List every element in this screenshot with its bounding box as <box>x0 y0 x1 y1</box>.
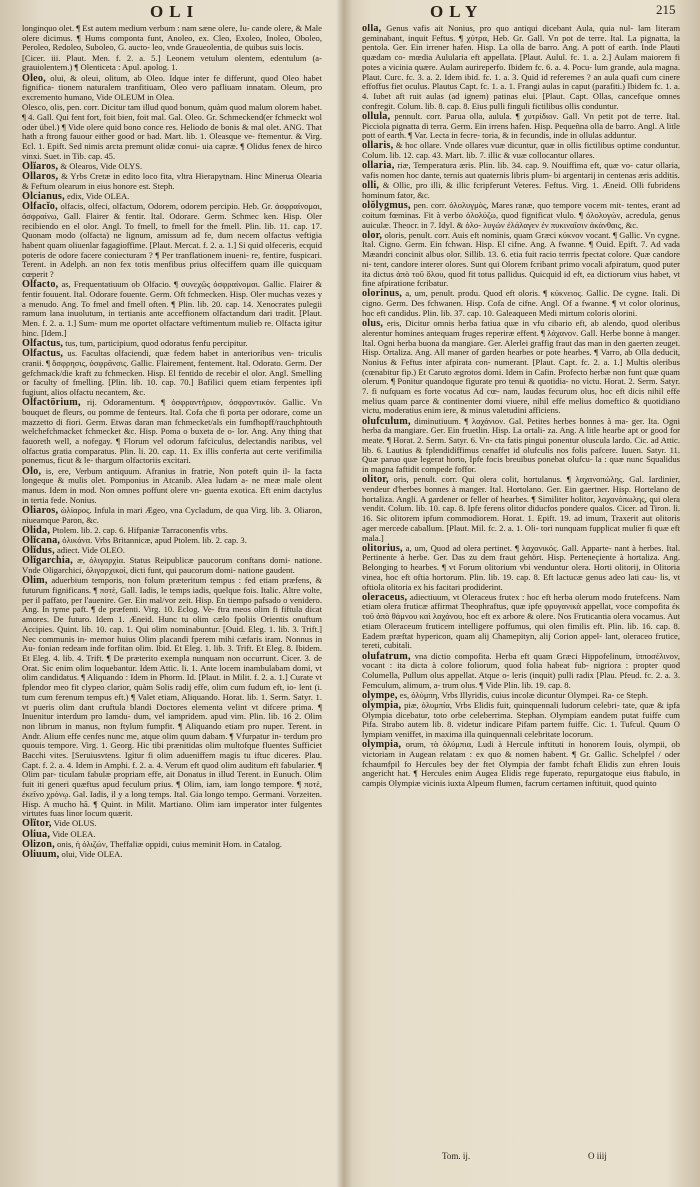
running-head-right: OLY <box>430 2 484 21</box>
signature-mark: O iiij <box>588 1151 607 1161</box>
dictionary-entry <box>22 576 322 819</box>
entry-headword: Olizon, <box>22 838 55 850</box>
entry-text: Olesco, olis, pen. corr. Dicitur tam illud quod bonum, quàm quod malum olorem habet. ¶ 4. Gall. Qui fent fort, foit bien, foit mal. Gal. Oleo. Gr. Schmeckend(er fchmeckt wol oder übel.) ¶ Vide olere quid bono conce res. Heliodo de bonis & mal olet. ANG. That hath a ftrong fauour either good or bad. Mart. lib. 1. Oleasque ve- ftementur. & Virg. Ecl. 1. Epift. Sed nimis arcta premunt olidæ conui- uia capræ. ¶ Olidus fenex de hirco vinxi. Suet. in Tib. cap. 45. <box>22 102 322 161</box>
entry-text: riæ, Temperatura æris. Plin. lib. 34. cap. 9. Nouiffima eft, quæ vo- catur ollaria, vafis nomen hoc dante, ternis aut quaternis libris plum- bi argentarij in centenas æris additis. <box>362 160 680 181</box>
dictionary-entry <box>362 289 680 318</box>
entry-headword: Olfacĭo, <box>22 201 58 213</box>
entry-text: piæ, ὀλυμπία, Vrbs Elidis fuit, quinquennali ludorum celebri- tate, quæ & ipfa Olympia dicebatur, toto orbe celeberrima. Stephan. Olympiam eandem putat fuiffe cum Pifa. Strabo autem lib. 8. videtur indicare Pifam partem fuiffe. Cic. 1. Tufcul. Quum O lympiam veniffet, in maxima illa quinquennali celebritate locorum. <box>362 700 680 740</box>
right-column <box>362 24 680 1139</box>
entry-text: longinquo olet. ¶ Est autem medium verbum : nam sæne olere, Iu- cande olere, & Male olere dicimus. ¶ Hums componta funt, Anoleo, ex. Cleo, Exoleo, Inoleo, Oboleo, Peroleo, Redoleo, Suboleo, G. aucto- leo, vnde Graueolentia, de quibus suis locis. <box>22 24 322 53</box>
entry-headword: olympe, <box>362 689 398 701</box>
entry-text: & Yrbs Cretæ in edito loco fita, vltra Hierapytnam. Hinc Minerua Olearia & Feftum olearum in eius honore est. Steph. <box>22 171 322 191</box>
dictionary-entry <box>22 103 322 161</box>
entry-headword: Olfactus, <box>22 338 64 349</box>
dictionary-entry <box>22 172 322 191</box>
entry-text: a, um, penult. produ. Quod eft oloris. ¶ κύκνειος. Gallic. De cygne. Itali. Di cigno. Germ. Des fchwanen. Hisp. Cofa de cifne. Angl. Of a fwanne. ¶ vt color olorinus, hoc eft candidus. Plin. lib. 37. cap. 10. Galeaqueen Medi mirtum coloris olorini. <box>362 288 680 318</box>
entry-headword: Olo, <box>22 465 42 477</box>
entry-text: ὀλικάνα. Vrbs Britannicæ, apud Ptolem. lib. 2. cap. 3. <box>62 535 247 546</box>
dictionary-entry <box>362 740 680 789</box>
entry-headword: olympia, <box>362 700 402 712</box>
entry-text: orum, τὰ ὀλύμπια, Ludi à Hercule inftituti in honorem Iouis, olympii, ob victoriam in Augean relatam : ex quo & nomen habent. ¶ Gr. Gallic. Schelpfel / oder fchaumfpil fo Hercules bey der ftet Olympia der fambt fchaft Elidis zun ehren Iouis angericht hat. ¶ Hercules enim Augea Elidis rege fuperato, repurgatoque eius ftabulo, in campis Olympiæ vicinis iuxta Alpeum flumen, facrum certamen inftituit, quod quinto <box>362 739 680 789</box>
entry-headword: olŏlygmus, <box>362 200 411 212</box>
book-gutter <box>336 0 352 1187</box>
dictionary-entry <box>22 398 322 466</box>
entry-text: is, ere, Verbum antiquum. Afranius in fratrie, Non poteft quin il- la facta longeque & mulis olet. Pomponius in Atcanib. Alea ludam a- ne meæ male olent manus. Idem in mod. Non omnes poffunt olere vn- guenta exotica. Eft enim dactylus in tertia fede. Nonius. <box>22 465 322 505</box>
entry-headword: olorinus, <box>362 288 403 300</box>
entry-text: oris, penult. corr. Qui olera colit, hortulanus. ¶ λαχανοπώλης. Gal. Iardinier, vendeur d'herbes bonnes à manger. Ital. Hortolano. Ger. Ein gaertner. Hisp. Hortelano de hortaliza. Angli. A gardener or feller of hearbes. ¶ Similiter holitor, λαχανόπωλης, qui olera vendit. Colum. lib. 10. cap. 8. Ipfe ferens olitor diducfos pondere qualos. Cicer. ad Tiron. li. 16. Sic olitorem ipfum commodiorem. Horat. 1. Epift. 19. ad imum, Traxerit aut olitoris ager mercede caballum. [Plaut. Mil. fc. 2. a. 1. Oli- tori nunquam fupplicat mulier fi quæ eft mala.] <box>362 474 680 543</box>
entry-text: & Ollic, pro illi, & illic fcripferunt Veteres. Feftus. Virg. 1. Æneid. Olli fubridens hominum fator, &c. <box>362 180 680 200</box>
dictionary-entry <box>362 231 680 289</box>
entry-headword: Oliua, <box>22 828 51 840</box>
entry-text: Genus vafis ait Nonius, pro quo antiqui dicebant Aula, quia nul- lam literam geminabant, inquit Feftus. ¶ χύτρα, Heb. Gr. Gall. Vn pot de terre. Ital. La pignatta, la pentola. Ger. Ein irrener hafen. Hisp. La olla de barro. Ang. A pott of earth. Inde Plauti quædam co- mœdia Aulularia eft appellata. [Plaut. Aulul. fc. 1. a. 2.] Aulam maiorem fi potes a vicinia quære. Aulam aurireperfo. Ibidem fc. 6. a. 4. Pocu- lum grande, aula magna. Plaut. Curc. fc. 3. a. 2. Idem ibid. fc. 1. a. 3. Quid id referemes ? an aula quafi cum cinere effoffus fiet oculus. Plautus Capt. fc. 1. a. 1. Frangi aulas in caput (parafiti.) Ibidem fc. 1. a. 4. Iubet aft ruit aulas (ad ignem) patinas elui. [Plaut. Capt. Ollas, cancefque omnes confregit. Colum. lib. 8. cap. 8. Eius pulli finguli fictilibus ollis conduntur. <box>362 24 680 111</box>
dictionary-entry <box>362 701 680 740</box>
entry-text: a, um, Quod ad olera pertinet. ¶ λαχανικός. Gall. Apparte- nant à herbes. Ital. Pertinente à herbe. Ger. Das zu dem fraut gehört. Hisp. Perteneçiente à hortaliza. Ang. Belonging to hearbes. ¶ vt Forum olitorium vbi venduntur olera. Horti olitorij, in Olitoria vinea, hoc eft oftia hortorum. Plin. lib. 19. cap. 8. Eft lactucæ genus adeo lati cau- lis, vt oftiola olitoria ex his facitari prodiderint. <box>362 542 680 592</box>
entry-text: æ, ὀλιγαρχία. Status Reipublicæ paucorum conftans domi- natione. Vnde Oligarchici, ὀλιγαρχικοὶ, dicti funt, qui paucorum domi- natione gaudent. <box>22 555 322 576</box>
entry-headword: Olida, <box>22 524 51 536</box>
dictionary-entry <box>22 24 322 53</box>
entry-text: pennult. corr. Parua olla, aulula. ¶ χυτρίδιον. Gall. Vn petit pot de terre. Ital. Picciola pignatta di terra. Germ. Ein irrens hafen. Hisp. Pequeñna olla de barro. Angl. A litle pott of earth. ¶ Var. Lecta in fecre- toria, & in fecundis, inde in ollulas adduntur. <box>362 110 680 141</box>
entry-headword: Olĭtor, <box>22 818 52 830</box>
dictionary-entry <box>362 141 680 160</box>
volume-label: Tom. ij. <box>442 1151 471 1161</box>
dictionary-entry <box>362 475 680 543</box>
entry-headword: olor, <box>362 229 383 241</box>
entry-text: & hoc ollare. Vnde ollares vuæ dicuntur, quæ in ollis fictilibus optime conduntur. Colum. lib. 12. cap. 43. Mart. lib. 7. illic & vuæ collocantur ollares. <box>362 140 680 161</box>
dictionary-entry <box>22 506 322 525</box>
entry-text: ὠλίαρος. Infula in mari Ægeo, vna Cycladum, de qua Virg. lib. 3. Oliaron, niueamque Paron, &c. <box>22 504 322 525</box>
entry-text: eris, Dicitur omnis herba fatiua quæ in vfu cibario eft, ab alendo, quod oleribus alerentur homines antequam fruges reperiræ effent. ¶ λάχανον. Gall. Herbe bonne à manger. Ital. Ogni herba buona da mangiare. Ger. Alerlei graffig fraut das man in den gaerten zeuget. Hisp. Ortaliza. Ang. All maner of garden hearbes or pote hearbes. ¶ Varro, ab Olla deducit, Nonius & Feftus inter afpirata con- numerant. [Plaut. Capt. fc. 2. a. 1.] Multis oleribus (cœnabitur fip.) Et Caruto ægrotos domi. Idem in Cafin. Profecto herbæ non funt quæ quam olerum. ¶ Ponitur quandoque figurate pro tenui & quotidia- no victu. Horat. 2. Serm. Satyr. 7. fi nufquam es forte vocatus Ad cœ- nam, laudas fecurum olus, hoc eft dicis nihil effe melius quam parce & continenter domi viuere, nihil effe melius domeftico & quotidiano victu, moderatius enim iere, & minus valetudini afficiens. <box>362 318 680 416</box>
entry-headword: Olfacto, <box>22 279 59 291</box>
dictionary-entry <box>22 202 322 280</box>
entry-headword: Olĭaros, <box>22 160 59 172</box>
entry-text: tus, tum, participium, quod odoratus fenfu percipitur. <box>65 338 248 348</box>
entry-headword: Oliuum, <box>22 849 60 861</box>
dictionary-entry <box>22 54 322 73</box>
entry-text: us. Facultas olfaciendi, quæ fedem habet in anterioribus ven- triculis cranii. ¶ ὄσφρησις, ὀσφρᾶνσις. Gallic. Flairement, fentement. Ital. Odorato. Germ. Der gefchmack/die kraft zu fchmecken. Hisp. El fentido de recebir el olor. Angl. Smelling or faculty of fmelling. [Plin. lib. 10. cap. 70.] Bafilici quem etiam ferpentes ipfi fugiunt, alios olfactu necantem, &c. <box>22 348 322 398</box>
entry-headword: Olfactus, <box>22 348 64 360</box>
dictionary-entry <box>22 850 322 860</box>
entry-text: pen. corr. ὀλολυγμὸς, Mares ranæ, quo tempore vocem mit- tentes, erant ad coitum fœminas. Fit à verbo ὀλολύζω, quod fignificat vlulo. ¶ ὀλολυγών, acredula, genus auiculæ. Theocr. in 7. Idyl. & ὀλο- λυγών ἐλάλαγεν ἐν πυκιναῖσιν ἀκάνθαις, &c. <box>362 200 680 230</box>
entry-text: as, Frequentatiuum ob Olfacio. ¶ συνεχῶς ὀσφραίνομαι. Gallic. Flairer & fentir fouuent. Ital. Odorare fouente. Germ. Oft fchmecken. Hisp. Oler muchas vezes y a menudo. Ang. To fmel and fmell often. ¶ Plin. lib. 20. cap. 14. Xenocrates pulegii ramum lana inuolutum, in tertianis ante acceffionem olfactandum dari tradit. [Plaut. Men. f. 2. a. 1.] Sum- mum me oportet olfactare veftimentum mulieb re. Olfacta igitur hinc. [Idem.] <box>22 279 322 338</box>
entry-headword: olufculum, <box>362 415 411 427</box>
dictionary-entry <box>22 74 322 103</box>
dictionary-entry <box>362 112 680 141</box>
entry-headword: olufatrum, <box>362 650 411 662</box>
entry-headword: Ollaros, <box>22 171 59 183</box>
entry-headword: olus, <box>362 318 384 330</box>
entry-text: aduerbium temporis, non folum præteritum tempus : fed etiam præfens, & futurum fignificans. ¶ ποτὲ, Gall. Iadis, le temps iadis, quelque fois. Italic. Altre volte, per il paffato, per l'auenire. Ger. Ein mal/vor zeit. Hisp. En tiempo pafsado o venidero. Ang. In tyme paft. ¶ de præfenti. Virg. 10. Eclog. Ve- ftra meos olim fi fiftula dicat amores. De futuro. Idem 1. Æneid. Hunc tu olim cælo fpoliis Orientis onuftum Accipies. Quint. lib. 10. cap. 1. Qui olim nominabuntur. [Ouid. Eleg. 1. lib. 3. Trift.] Nec communis in- memor huius Olim placandi fperem mihi cæfaris iram. Nonnus in Au- fonian redeam inde forfitan olim. Ibid. Et Eleg. 1. lib. 3. Trift. Et Eleg. 8. Ibidem. Et Eleg. 4. lib. 4. Trift. ¶ De præterito exempla nunquam non occurrunt. Cicer. 3. de Orat. Sic enim olim loquebantur. Idem Attic. li. 1. Ante locem inambulabam domi, vt olim candidatus. ¶ Aliquando : Idem in Phorm. Id. [Plaut. in Milit. f. 2. a. 1.] Curate vt fplendor meo fit clypeo clarior, quàm Solis radij effe, olim cum fudum eft, io- lent (i. tum cum ferenum tempus eft.) ¶ Valet etiam, Aliquando. Horat. lib. 1. Serm. Satyr. 1. vt pueris olim dant cruftula blandi Doctores elementa velint vt difcere prima. ¶ Inuenitur interdum pro Iamdu- dum, vel iampridem. apud vim. Plin. lib. 16 2. Olim non librum in manus, non ftylum fumpfit. ¶ Aliquando etiam pro nuper. Terent. in Andr. Alium effe cenfes nunc me, atque olim quum dabam. ¶ Vfurpatur in- terdum pro quouis tempore. Virg. 1. Georg. Hic tibi prænitidas olim multofque fluentes Sufficiet Bacchi vites. [Seruiusvtens. Igitur fi olim adueniffem magis tu iftuc diceres. Plau. Capt. f. 2. a. 4. Idem in Amphi. f. 2. a. 4. Verum eft quod olim auditum eft fabularier. ¶ Olim par- ticulam fabulæ propriam effe, ait Donatus in illud Terent. in Eunuch. Olim fuit iti generi quæftus apud feculum prius. ¶ Olim, iam, iam longo tempore. ¶ ποτὲ, ἐκεῖνο χρόνῳ. Gal. Iadis, il y a long temps. Ital. Gia longo tempo. Germani. Vorzeiten. Hisp. A mucho hã. ¶ Quint. in Milit. Martiano. Olim iam imperator inter fulgentes virtutes fuas linor locum quærit. <box>22 575 322 819</box>
entry-headword: ollaris, <box>362 140 394 152</box>
entry-headword: olla, <box>362 24 382 34</box>
entry-headword: Olĭgarchia, <box>22 555 73 567</box>
entry-text: Vide OLEA. <box>52 828 96 839</box>
dictionary-entry <box>362 161 680 180</box>
dictionary-entry <box>362 181 680 200</box>
entry-text: diminutiuum. ¶ λαχάνιον. Gal. Petites herbes bonnes à ma- ger. Ita. Ogni herba da mangiare. Ger. Ein fruetlin. Hisp. La ortali- za. Ang. A litle hearbe apt or good for meate. ¶ Horat. 2. Serm. Satyr. 6. Vn- cta fatis pingui ponentur oluscula lardo. Cic. ad Attic. lib. 6. Lautius & fplendidiffimus cenaffet id olufculis nos folis pafcere. Iuuen. Satyr. 11. Quæ paruo quæ legerat horto, Ipfe focis breuibus ponebat olufcu- la : quæ nunc Squalidus in magna faftidit compede foffor. <box>362 415 680 475</box>
running-head-left: OLI <box>150 2 200 21</box>
dictionary-entry <box>22 467 322 506</box>
entry-headword: olitor, <box>362 474 389 486</box>
entry-headword: Oliaros, <box>22 504 59 516</box>
entry-text: olui, Vide OLEA. <box>61 849 123 860</box>
page-number: 215 <box>656 2 676 17</box>
dictionary-entry <box>22 349 322 398</box>
dictionary-entry <box>362 652 680 691</box>
entry-text: es, ὀλύμπη, Vrbs Illyridis, cuius incolæ dicuntur Olympei. Ra- ce Steph. <box>399 689 648 700</box>
entry-text: rij. Odoramentum. ¶ ὀσφραντήριον, ὀσφραντικόν. Gallic. Vn bouquet de fleurs, ou pomme de fenteurs. Ital. Cofa che fi porta per odorare, come un mazzetto di fiori. Germ. Etwas daran man fchmecket/als ein fumfhopff/rauchphtouth welchefchmacket fchmecket &c. Hisp. Poma o buxeta de o- lor. Ang. Any thing that fauoreth well, a nofegay. ¶ Florum vel odorum fafciculus, delectandis naribus, vel olfactus gratia comparatus. Plin. li. 20. cap. 11. Ex illis conferta aut certe verifimilia ponemus, ficut & le- thargum olfactoriis excitari. <box>22 397 322 466</box>
dictionary-entry <box>362 201 680 230</box>
page-footer <box>362 1151 680 1165</box>
left-column <box>22 24 322 1149</box>
entry-headword: Olfactōrium, <box>22 397 81 409</box>
entry-text: oloris, penult. corr. Auis eft nominis, quam Græci κύκνον vocant. ¶ Gallic. Vn cygne. Ital. Cigno. Germ. Ein fchwan. Hisp. El cifne. Ang. A fwanne. ¶ Ouid. Epift. 7. Ad vada Mæandri concinit albus olor. Sillib. 13. 6. etia fuit racio terrris fpectat colore. Quæ candore ni- tent, candore interer olores. Sunt qui Olorem fcribant primo vocali afpiratum, quod puter ita dictus ἀπὸ τοῦ ὅλου, quod fit totus pallidus. Quicquid id eft, ea dictiorum vius habet, vt fine afpiratione fcribatur. <box>362 229 680 289</box>
entry-headword: Olcianus, <box>22 190 65 202</box>
entry-text: olfacis, olfeci, olfactum, Odorem, odorem percipio. Heb. Gr. ἀσφραίνομαι, ὀσφραίνω, Gall. Flairer & fentir. Ital. Odorare. Germ. Schmec ken. Hisp. Oler recibiendo en el olor. Angl. To fmell, to fmell for the fmell. Plin. lib. 11. cap. 17. Quonam modo (olfacta) ne lignum, amissum ad fe, dum necem olfactus veftigia habent quam oliuenlar fagagioffime. [Plaut. Mercat. f. 2. a. 1.] Si quid olfeceris, ecquid poteris de odore facere coniecturam ? ¶ Per tranflationem inueni- re, fentire, fuspicari. Terent. in Adelph. an non fex totis menfibus prius olfeciffem quam ille quicquam cœperit ? <box>22 201 322 280</box>
entry-text: adiectiuum, vt Oleraceus frutex : hoc eft herba olerum modo frutefcens. Nam etiam olera fruticæ affirmat Theophraftus, quæ ipfe φρυγανικὰ appellat, voce compofita ἐκ τοῦ ἀπὸ θάμνου καὶ λαχάνου, hoc eft ex arbore & olere. Nos Fruticantia olera vocamus. Aut etiam Oleraceum fruticem intelligere poffumus, qui olen fimilis eft. Plin. lib. 16. cap. 8. Eadem præftat hypericon, quam alij Chamepityn, alij Corion appel- lant, oleraceo frutice, tereti, cubitali. <box>362 591 680 651</box>
entry-headword: oleraceus, <box>362 591 408 603</box>
entry-headword: olli, <box>362 180 380 192</box>
entry-headword: olympia, <box>362 739 402 751</box>
entry-text: onis, ἡ ὀλιζών, Theffaliæ oppidi, cuius meminit Hom. in Catalog. <box>56 838 282 849</box>
dictionary-entry <box>362 319 680 416</box>
entry-text: Ptolem. lib. 2. cap. 6. Hifpaniæ Tarraconenfis vrbs. <box>52 524 228 535</box>
entry-headword: olitorius, <box>362 542 403 554</box>
dictionary-entry <box>22 280 322 338</box>
dictionary-entry <box>362 593 680 651</box>
entry-headword: Oleo, <box>22 72 46 84</box>
entry-headword: Olim, <box>22 575 48 587</box>
entry-text: vna dictio compofita. Herba eft quam Græci Hippofelinum, ἱπποσέλινον, vocant : ita dicta à colore foliorum, quod folia habeat fub- nigriora : propter quod Columella, Pullum olus appellat. Atque o- leris (inquit) pulli radix [Plau. Pfeud. fc. 2. a. 3. Femculum, alimum, a- trum olus. ¶ Vide Plin. lib. 19. cap. 8. <box>362 650 680 690</box>
entry-headword: ollula, <box>362 110 391 122</box>
entry-headword: ollaria, <box>362 160 395 172</box>
dictionary-entry <box>362 544 680 593</box>
dictionary-entry <box>362 417 680 475</box>
dictionary-entry <box>22 556 322 575</box>
entry-text: & Olearos, Vide OLYS. <box>60 160 143 171</box>
entry-text: [Cicer. iii. Plaut. Men. f. 2. a. 5.] Leonem vetulum olentem, edentulum (a-grauiolentem.) ¶ Olenticeta : Apul. apolog. 1. <box>22 52 322 73</box>
entry-headword: Olĭdus, <box>22 545 55 557</box>
dictionary-entry <box>362 24 680 111</box>
entry-text: adiect. Vide OLEO. <box>56 545 126 556</box>
entry-headword: Olĭcana, <box>22 535 61 547</box>
entry-text: edix, Vide OLEA. <box>67 190 130 201</box>
entry-text: Vide OLUS. <box>53 818 97 829</box>
entry-text: olui, & oleui, olitum, ab Oleo. Idque inter fe differunt, quod Oleo habet fignifica- tionem naturalem tranfitiuam, Oleo vero pafliuam innatam. Oleum, pro excremento humano, Vide OLEUM in Olea. <box>22 72 322 102</box>
